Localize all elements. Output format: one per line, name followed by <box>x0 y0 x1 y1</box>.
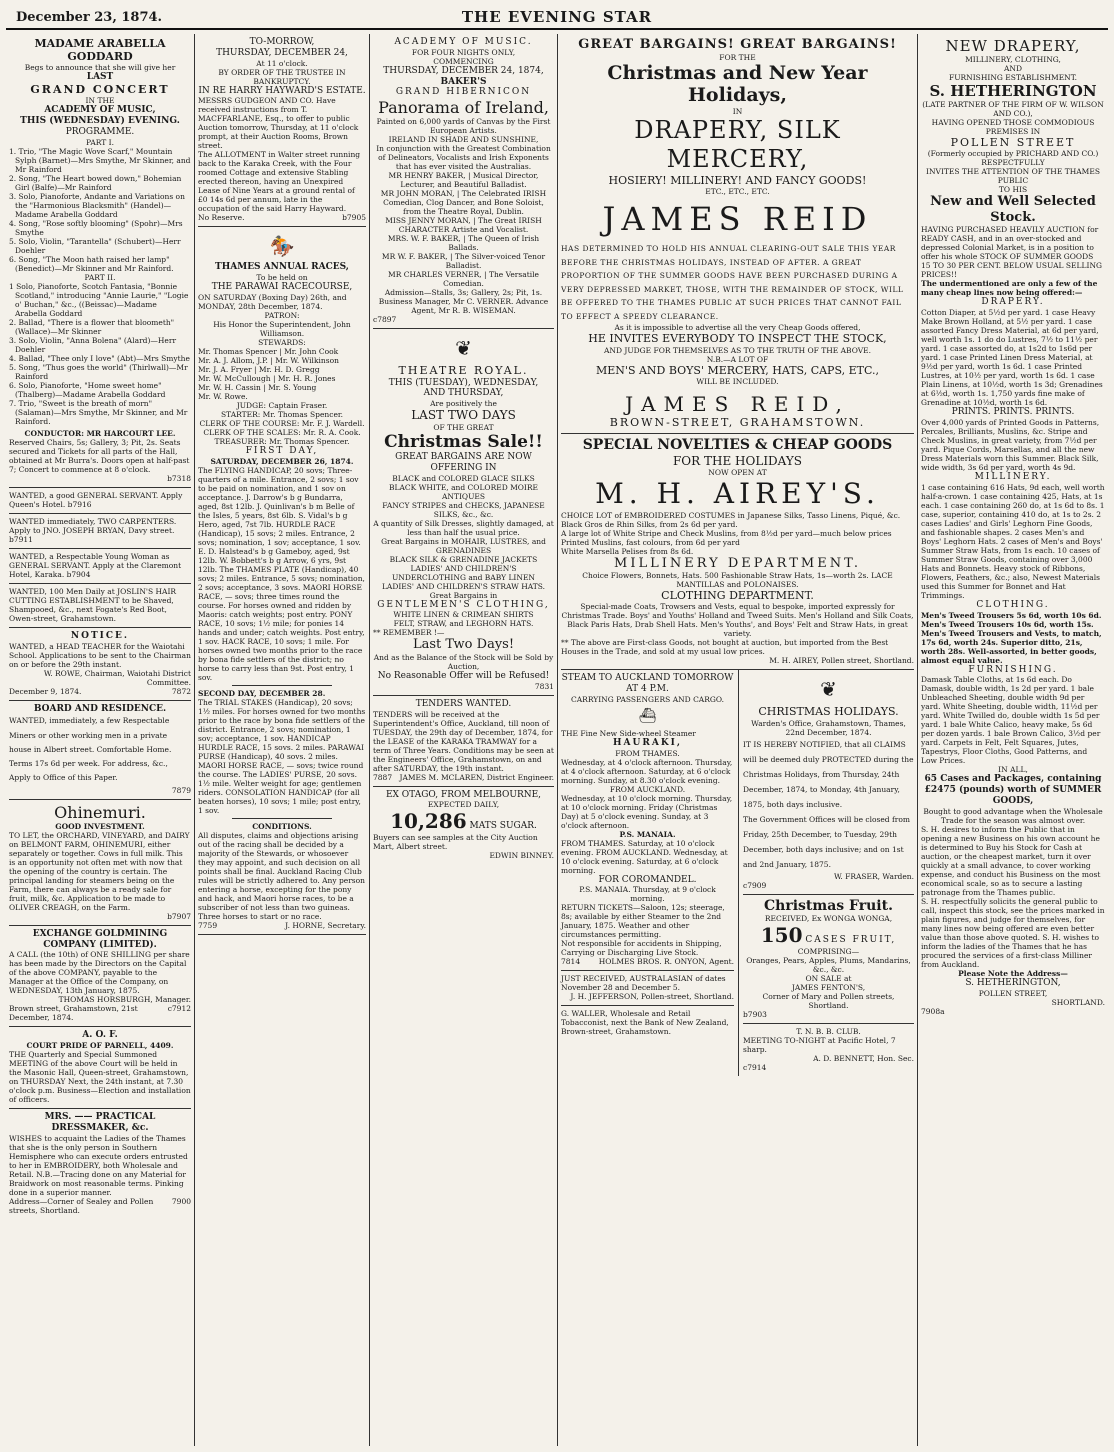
ohinemuri-heading: Ohinemuri. <box>54 802 146 822</box>
grand-hibernicon: GRAND HIBERNICON <box>395 87 532 98</box>
etc: ETC., ETC., ETC. <box>705 186 770 196</box>
reid-body: HAS DETERMINED TO HOLD HIS ANNUAL CLEARING-OUT SALE THIS YEAR BEFORE THE CHRISTMAS HOLIDAYS, INSTEAD OF AFTER. A GREAT PROPORTION OF THE SUMMER GOODS HAVE BEEN PURCHASED DURING A VERY DEPRESSED MARKET, THOSE, WITH THE REMAINDER OF STOCK, WILL BE OFFERED TO THE THAMES PUBLIC AT SUCH PRICES THAT CANNOT FAIL TO EFFECT A SPEEDY CLEARANCE. <box>561 244 904 321</box>
academy-date: THURSDAY, DECEMBER 24, 1874, <box>383 65 544 76</box>
fenton-addr: Corner of Mary and Pollen streets, Shortland. <box>762 992 895 1011</box>
tenders-num: 7887 <box>373 772 393 782</box>
list-item: 6. Solo, Pianoforte, "Home sweet home" (Thalberg)—Madame Arabella Goddard <box>9 380 166 399</box>
thames-times: Wednesday, at 4 o'clock afternoon. Thursday, at 4 o'clock afternoon. Saturday, at 6 o'clock morning. Sunday, at 8.30 o'clock evening. <box>561 757 733 785</box>
tomorrow: TO-MORROW, <box>249 37 315 47</box>
tnbb-club: T. N. B. B. CLUB. <box>796 1027 861 1037</box>
judge-text: AND JUDGE FOR THEMSELVES AS TO THE TRUTH OF THE ABOVE. <box>603 345 872 355</box>
desires: S. H. desires to inform the Public that in opening a new Business on his own account he is determined to Buy his Stock for Cash at auction, or the cheapest market, turn it over quickly at a small advance, to cover working expense, and conduct his Business on the most economical scale, so as to secure a lasting patronage from the Thames public. <box>921 824 1101 897</box>
airey-lines <box>561 511 914 556</box>
ireland-shade: IRELAND IN SHADE AND SUNSHINE, <box>388 135 539 145</box>
first-class: ** The above are First-class Goods, not bought at auction, but imported from the Best Houses in the Trade, and sold at my usual low prices. <box>561 638 889 657</box>
gudgeon-body: MESSRS GUDGEON AND CO. Have received instructions from T. MACFFARLANE, Esq., to offer to public Auction tomorrow, Thursday, at 11 o'clock prompt, at their Auction Rooms, Brown street. <box>198 96 359 151</box>
mats-sugar: MATS SUGAR. <box>469 821 537 832</box>
tenders-body: TENDERS will be received at the Superintendent's Office, Auckland, till noon of TUESDAY, the 29th day of December, 1874, for the LEASE of the KARAKA TRAMWAY for a term of Three Years. Conditions may be seen at the Engineers' Office, Grahamstown, on and after SATURDAY, the 19th instant. <box>373 709 554 773</box>
manaia-times: FROM THAMES. Saturday, at 10 o'clock evening. FROM AUCKLAND. Wednesday, at 10 o'clock evening. Saturday, at 6 o'clock morning. <box>561 838 728 875</box>
races-held: To be held on <box>256 273 308 283</box>
cond-num: 7759 <box>198 920 218 930</box>
list-item: 4. Ballad, "Thee only I love" (Abt)—Mrs Smythe <box>9 353 190 363</box>
millinery-body: Choice Flowers, Bonnets, Hats. 500 Fashionable Straw Hats, 1s—worth 2s. LACE MANTILLAS and POLONAISES. <box>582 571 893 590</box>
auckland-times: Wednesday, at 10 o'clock morning. Thursday, at 10 o'clock morning. Friday (Christmas Day) at 5 o'clock evening. Sunday, at 3 o'clock afternoon. <box>561 793 733 830</box>
exchange-body: A CALL (the 10th) of ONE SHILLING per share has been made by the Directors on the Capital of the above COMPANY, payable to the Manager at the Office of the Company, on WEDNESDAY, 13th January, 1875. <box>9 950 190 996</box>
panorama-heading: Panorama of Ireland, <box>378 98 549 118</box>
drapery-heading: DRAPERY, SILK MERCERY, <box>634 116 841 173</box>
patron-heading: PATRON: <box>264 310 300 320</box>
list-item: Mr. W. McCullough | Mr. H. R. Jones <box>198 373 336 383</box>
and-thursday: AND THURSDAY, <box>423 388 504 399</box>
ohinemuri-body: TO LET, the ORCHARD, VINEYARD, and DAIRY on BELMONT FARM, OHINEMURI, either separately or together. Cows in full milk. This is an opportunity not often met with now that the opening of the country is certain. The principal landing for steamers being on the Farm, there can always be a ready sale for fruit, milk, &c. Application to be made to OLIVER CREAGH, on the Farm. <box>9 830 190 912</box>
balance: And as the Balance of the Stock will be Sold by Auction, <box>373 652 554 671</box>
late-partner: (LATE PARTNER OF THE FIRM OF W. WILSON AND CO.), <box>922 100 1104 118</box>
list-item: 2. Song, "The Heart bowed down," Bohemian Girl (Balfe)—Mr Rainford <box>9 173 182 192</box>
conditions-body: All disputes, claims and objections arising out of the racing shall be decided by a majority of the Stewards, or whosoever they may appoint, and such decision on all points shall be final. Auckland Racing Club rules will be strictly adhered to. Any person entering a horse, excepting for the pony and hack, and Maori horse races, to be a subscriber of not less than two guineas. Three horses to start or no race. <box>198 830 365 921</box>
on-sale: ON SALE at <box>805 974 852 984</box>
concert-when: THIS (WEDNESDAY) EVENING. <box>20 116 180 127</box>
for-the: FOR THE <box>719 52 756 62</box>
exchange-advert <box>9 926 191 1028</box>
shirts: WHITE LINEN & CRIMEAN SHIRTS <box>393 610 534 620</box>
special-novelties: SPECIAL NOVELTIES & CHEAP GOODS <box>582 436 893 453</box>
hetherington-sig: S. HETHERINGTON, <box>965 977 1061 988</box>
clothing-body: Special-made Coats, Trowsers and Vests, equal to bespoke, imported expressly for Christmas Trade. Boys' and Youths' Holland and Tweed Suits. Men's Holland and Silk Coats, Black Paris Hats, Drab Shell Hats. Men's Youths', and Boys' Felt and Straw Hats, in great variety. <box>561 602 914 639</box>
starter: STARTER: Mr. Thomas Spencer. <box>220 409 344 419</box>
manaia: P.S. MANAIA. <box>619 829 676 839</box>
judge: JUDGE: Captain Fraser. <box>236 400 328 410</box>
purchased-heavily: HAVING PURCHASED HEAVILY AUCTION for READY CASH, and in an over-stocked and depressed Colonial Market, is in a position to offer his whole STOCK OF SUMMER GOODS 15 TO 30 PER CENT. BELOW USUAL SELLING PRICES!! <box>921 225 1103 280</box>
part1-heading: PART I. <box>85 137 115 147</box>
bakers: BAKER'S <box>440 76 487 87</box>
races-advert <box>198 227 366 934</box>
list-item: Mr. J. A. Fryer | Mr. H. D. Gregg <box>198 364 320 374</box>
respectfully: RESPECTFULLY <box>981 158 1045 168</box>
list-item: MISS JENNY MORAN, | The Great IRISH CHARACTER Artiste and Vocalist. <box>385 216 542 235</box>
sugar-count: 10,286 <box>390 809 467 834</box>
james-reid-heading: JAMES REID <box>602 199 873 238</box>
auction-advert <box>198 34 366 227</box>
reid-advert <box>561 34 914 434</box>
column-5 <box>917 34 1108 1446</box>
commencing: COMMENCING <box>433 56 494 66</box>
patron-name: His Honor the Superintendent, John Williamson. <box>213 319 351 338</box>
list-item: MRS. W. F. BAKER, | The Queen of Irish Ballads. <box>387 234 540 253</box>
wanted-servant: WANTED, a good GENERAL SERVANT. Apply Queen's Hotel. b7916 <box>9 488 191 514</box>
undermentioned: The undermentioned are only a few of the many cheap lines now being offered:— <box>921 279 1098 298</box>
club-advert <box>743 1024 914 1076</box>
carrying: CARRYING PASSENGERS AND CARGO. <box>571 695 724 705</box>
new-stock: New and Well Selected Stock. <box>930 194 1096 225</box>
christmas-sale: Christmas Sale!! <box>384 431 543 452</box>
list-item: MR CHARLES VERNER, | The Versatile Comedian. <box>388 270 539 289</box>
list-item: Mr. Thomas Spencer | Mr. John Cook <box>198 346 339 356</box>
races-dates: ON SATURDAY (Boxing Day) 26th, and MONDAY, 28th December, 1874. <box>198 292 347 311</box>
masthead <box>6 4 1108 30</box>
pollen-street: POLLEN STREET <box>950 136 1076 149</box>
races-title: THAMES ANNUAL RACES, <box>215 262 349 273</box>
horse-race-icon: 🏇 <box>269 234 295 259</box>
return-tickets: RETURN TICKETS—Saloon, 12s; steerage, 8s; available by either Steamer to the 2nd January, 1875. Weather and other circumstances permitting. <box>561 903 725 940</box>
notice-sign: W. ROWE, Chairman, Waiotahi District Committee. <box>43 668 191 687</box>
cast-list <box>373 171 554 288</box>
part2-heading: PART II. <box>84 272 116 282</box>
issue-date: December 23, 1874. <box>16 10 163 25</box>
exchange-sign: THOMAS HORSBURGH, Manager. <box>58 995 191 1005</box>
moire-antiques: BLACK WHITE, and COLORED MOIRE ANTIQUES <box>388 482 539 501</box>
this-tuesday: THIS (TUESDAY), WEDNESDAY, <box>388 377 539 388</box>
warden-office: Warden's Office, Grahamstown, Thames, 22nd December, 1874. <box>751 718 906 737</box>
first-date: SATURDAY, DECEMBER 26, 1874. <box>210 456 354 466</box>
part2-list <box>9 282 191 426</box>
ohinemuri-num: b7907 <box>167 911 191 921</box>
shortland: SHORTLAND. <box>1051 997 1105 1007</box>
list-item: 2. Ballad, "There is a flower that bloometh" (Wallace)—Mr Skinner <box>9 317 175 336</box>
concert-in: IN THE <box>85 96 115 106</box>
list-item: 3. Solo, Pianoforte, Andante and Variations on the "Harmonious Blacksmith" (Handel)—Madame Arabella Goddard <box>9 191 185 219</box>
prints-items: Over 4,000 yards of Printed Goods in Patterns, Percales, Brilliants, Muslins, &c. Stripe and Check Muslins, in great variety, from 7½d per yard. Pique Cords, Marsellas, and all the new Dress Materials worn this Summer. Black Silk, wide width, 3s 6d per yard, worth 4s 9d. <box>921 417 1100 472</box>
steamship-icon: ⛴ <box>638 708 657 725</box>
conductor: CONDUCTOR: MR HARCOURT LEE. <box>24 428 176 438</box>
furnishing-est: FURNISHING ESTABLISHMENT. <box>948 73 1078 82</box>
drapery-items: Cotton Diaper, at 5½d per yard. 1 case Heavy Make Brown Holland, at 5½ per yard. 1 case assorted Fancy Dress Material, at 6d per yard, well worth 1s. 1 do do Lustres, 7½ to 11½ per yard. 1 case assorted do, at 1s2d to 1s6d per yard. 1 case Printed Linen Dress Material, at 9½d per yard, worth 1s 6d. 1 case Printed Lustres, at 10½ per yard, worth 1s 6d. 1 case Plain Linens, at 10½d, worth 1s 3d; Grenadines at 6½d, worth 1s. 1,750 yards fine make of Grenadine at 10½d, worth 1s 6d. <box>921 308 1103 408</box>
mens-mercery: MEN'S AND BOYS' MERCERY, HATS, CAPS, ETC., <box>596 363 879 377</box>
list-item: 1. Trio, "The Magic Wove Scarf," Mountain Sylph (Barnet)—Mrs Smythe, Mr Skinner, and Mr Rainford <box>9 146 191 174</box>
hetherington-advert <box>921 34 1105 1020</box>
gentlemens-clothing: GENTLEMEN'S CLOTHING, <box>377 599 550 610</box>
ohinemuri-advert <box>9 800 191 926</box>
steamer-advert <box>561 670 734 971</box>
airey-advert <box>561 434 914 671</box>
last-days: Last Two Days! <box>412 637 515 653</box>
exchange-heading: EXCHANGE GOLDMINING COMPANY (LIMITED). <box>32 928 168 950</box>
please-note: Please Note the Address— <box>958 968 1068 978</box>
wanted-young-woman: WANTED, a Respectable Young Woman as GENERAL SERVANT. Apply at the Claremont Hotel, Karaka. b7904 <box>9 549 191 584</box>
tenders-sign: JAMES M. MCLAREN, District Engineer. <box>399 772 554 782</box>
court-body: THE Quarterly and Special Summoned MEETING of the above Court will be held in the Masonic Hall, Queen-street, Grahamstown, on THURSDAY Next, the 24th instant, at 7.30 o'clock p.m. Business—Election and installation of officers. <box>9 1050 191 1105</box>
millinery-clothing: MILLINERY, CLOTHING, <box>965 55 1061 64</box>
dressmaker-addr: Address—Corner of Sealey and Pollen streets, Shortland. <box>9 1196 154 1215</box>
list-item: MR W. F. BAKER, | The Silver-voiced Tenor Balladist. <box>381 252 546 271</box>
estate-heading: IN RE HARRY HAYWARD'S ESTATE. <box>198 85 366 96</box>
millinery-items: 1 case containing 616 Hats, 9d each, well worth half-a-crown. 1 case containing 425, Hats, at 1s each. 1 case containing 260 do, at 1s 6d to 8s. 1 case, superior, containing 410 do, at 1s to 2s. 2 cases Ladies' and Girls' Leghorn Fine Goods, and fashionable shapes. 2 cases Men's and Boys' Leghorn Hats. 2 cases of Men's and Boys' Summer Straw Hats, from 1s each. 10 cases of Summer Straw Goods, containing over 3,000 Hats and Bonnets. Heavy stock of Ribbons, Flowers, Feathers, &c.; also, Newest Materials used this Summer for Bonnet and Hat Trimmings. <box>921 482 1105 600</box>
races-place: THE PARAWAI RACECOURSE, <box>211 282 353 293</box>
list-item: Mr. W. H. Cassin | Mr. S. Young <box>198 382 317 392</box>
hauraki: HAURAKI, <box>613 737 682 748</box>
holmes: HOLMES BROS. R. ONYON, Agent. <box>598 957 734 967</box>
tenders-advert <box>373 696 554 787</box>
bennett-num: c7914 <box>743 1063 767 1073</box>
reserved-seats: Reserved Chairs, 5s; Gallery, 3; Pit, 2s. Seats secured and Tickets for all parts of the Hall, obtained at Mr Burra's. Doors open at half-past 7; Concert to commence at 8 o'clock. <box>9 437 190 474</box>
at-11: At 11 o'clock. <box>256 58 308 68</box>
academy-num: c7897 <box>373 315 397 325</box>
great-bargains: GREAT BARGAINS! GREAT BARGAINS! <box>578 37 897 52</box>
remember: ** REMEMBER !— <box>373 628 445 638</box>
no-reserve-num: b7905 <box>342 213 366 223</box>
furnishing-h: FURNISHING. <box>968 664 1058 675</box>
dressmaker-heading: MRS. —— PRACTICAL DRESSMAKER, &c. <box>44 1112 156 1133</box>
glace-silks: BLACK and COLORED GLACE SILKS <box>392 473 535 483</box>
clothing-h: CLOTHING. <box>976 599 1050 610</box>
aof-advert <box>9 1027 191 1109</box>
nb-lot: N.B.—A LOT OF <box>706 354 769 364</box>
cases-count: 150 <box>760 923 803 948</box>
not-responsible: Not responsible for accidents in Shipping, Carrying or Discharging Live Stock. <box>561 939 722 958</box>
list-item: Mr. W. Rowe. <box>198 391 248 401</box>
invites-attention: INVITES THE ATTENTION OF THE THAMES PUBLIC <box>926 167 1100 186</box>
theatre-num: 7831 <box>534 681 554 691</box>
clerk-course: CLERK OF THE COURSE: Mr. F. J. Wardell. <box>199 418 365 428</box>
theatre-advert <box>373 329 554 695</box>
conditions-heading: CONDITIONS. <box>252 821 312 831</box>
hetherington-heading: S. HETHERINGTON <box>929 82 1097 100</box>
court-heading: COURT PRIDE OF PARNELL, 4409. <box>26 1041 174 1051</box>
ex-otago: EX OTAGO, FROM MELBOURNE, <box>385 789 542 800</box>
underclothing: LADIES' AND CHILDREN'S UNDERCLOTHING and BABY LINEN <box>391 563 535 582</box>
binney: EDWIN BINNEY. <box>489 851 554 861</box>
board-body: WANTED, immediately, a few Respectable Miners or other working men in a private house in Albert street. Comfortable Home. Terms 17s 6d per week. For address, &c., Apply to Office of this Paper. <box>9 716 172 783</box>
straw-hats: LADIES' AND CHILDREN'S STRAW HATS. <box>381 581 546 591</box>
second-day-races: The TRIAL STAKES (Handicap), 20 sovs; 1½ miles. For horses owned for two months prior to the race by bona fide settlers of the district. Entrance, 2 sovs; nomination, 1 sov; acceptance, 1 sov. HANDICAP HURDLE RACE, 15 sovs. 2 miles. PARAWAI PURSE (Handicap), 40 sovs. 2 miles. MAORI HORSE RACE, — sovs; twice round the course. The LADIES' PURSE, 20 sovs. 1½ mile. Welter weight for age; gentlemen riders. CONSOLATION HANDICAP (for all beaten horses), 10 sovs; 1 mile; post entry, 1 sov. <box>198 697 366 815</box>
mohair: Great Bargains in MOHAIR, LUSTRES, and GRENADINES <box>381 536 546 555</box>
fancy-stripes: FANCY STRIPES and CHECKS, JAPANESE SILKS, &c., &c. <box>382 500 545 519</box>
exchange-addr: Brown street, Grahamstown, 21st December, 1874. <box>9 1004 138 1023</box>
steam-heading: STEAM TO AUCKLAND TOMORROW AT 4 P.M. <box>561 673 734 695</box>
brown-street: BROWN-STREET, GRAHAMSTOWN. <box>609 415 866 429</box>
stewards-heading: STEWARDS: <box>258 337 306 347</box>
christmas-fruit: Christmas Fruit. <box>764 897 893 914</box>
list-item: 3. Solo, Violin, "Anna Bolena" (Alard)—Herr Doehler <box>9 335 177 354</box>
notice-body: WANTED, a HEAD TEACHER for the Waiotahi School. Applications to be sent to the Chairman on or before the 29th instant. <box>9 641 191 669</box>
list-item: 7. Trio, "Sweet is the breath of morn" (Salaman)—Mrs Smythe, Mr Skinner, and Mr Rainford. <box>9 398 188 426</box>
wanted-carpenters: WANTED immediately, TWO CARPENTERS. Apply to JNO. JOSEPH BRYAN, Davy street. b7911 <box>9 514 191 549</box>
hosiery: HOSIERY! MILLINERY! AND FANCY GOODS! <box>608 173 867 187</box>
holmes-num: 7814 <box>561 957 581 967</box>
formerly: (Formerly occupied by PRICHARD AND CO.) <box>927 149 1099 159</box>
reserved-num: b7318 <box>167 473 191 483</box>
prints-h: PRINTS. PRINTS. PRINTS. <box>951 407 1075 418</box>
pollen-street-2: POLLEN STREET, <box>978 988 1048 998</box>
for-holidays: FOR THE HOLIDAYS <box>672 453 802 468</box>
dressmaker-advert <box>9 1109 191 1219</box>
drapery-h: DRAPERY. <box>981 297 1045 308</box>
notice-num: 7872 <box>171 686 191 696</box>
column-3 <box>369 34 557 1446</box>
hereby-notified: IT IS HEREBY NOTIFIED, that all CLAIMS will be deemed duly PROTECTED during the Christmas Holidays, from Thursday, 24th December, 1874, to Monday, 4th January, 1875, both days inclusive. <box>743 739 914 809</box>
treasurer: TREASURER: Mr. Thomas Spencer. <box>214 436 350 446</box>
no-reserve: No Reserve. <box>198 213 245 223</box>
christmas-holidays: CHRISTMAS HOLIDAYS. <box>758 705 899 719</box>
silk-dresses: A quantity of Silk Dresses, slightly damaged, at less than half the usual price. <box>373 518 554 537</box>
notice-heading: NOTICE. <box>70 630 130 641</box>
list-item: Mr. A. J. Allom, J.P. | Mr. W. Wilkinson <box>198 355 339 365</box>
from-thames: FROM THAMES. <box>615 748 680 758</box>
dressmaker-body: WISHES to acquaint the Ladies of the Thames that she is the only person in Southern Hemisphere who can execute orders entrusted to her in EMBROIDERY, both Wholesale and Retail. N.B.—Tracing done on any Material for Braidwork on most reasonable terms. Pinking done in a superior manner. <box>9 1133 188 1197</box>
aof-heading: A. O. F. <box>82 1030 118 1041</box>
concert-grand: GRAND CONCERT <box>30 83 170 97</box>
fenton-num: b7903 <box>743 1010 767 1020</box>
airey-sign: M. H. AIREY, Pollen street, Shortland. <box>769 656 914 666</box>
of-great: OF THE GREAT <box>433 422 494 432</box>
column-1 <box>6 34 194 1446</box>
stewards-list <box>198 347 366 401</box>
concert-intro: Begs to announce that she will give her <box>24 63 176 73</box>
column-2 <box>194 34 369 1446</box>
board-heading: BOARD AND RESIDENCE. <box>33 703 167 714</box>
included: WILL BE INCLUDED. <box>696 376 779 386</box>
dressmaker-num: 7900 <box>171 1196 191 1206</box>
government-offices: The Government Offices will be closed from Friday, 25th December, to Tuesday, 29th December, both days inclusive; and on 1st and 2nd January, 1875. <box>743 814 910 869</box>
solicits: S. H. respectfully solicits the general public to call, inspect this stock, see the prices marked in plain figures, and judge for themselves, for many lines now being offered are even better value than those above quoted. S. H. wishes to inform the ladies of the Thames that he has procured the services of a first-class Milliner from Auckland. <box>921 896 1105 969</box>
order-trustee: BY ORDER OF THE TRUSTEE IN BANKRUPTCY. <box>218 67 346 86</box>
programme-heading: PROGRAMME. <box>65 126 135 137</box>
james-reid-signature: JAMES REID, <box>625 391 850 416</box>
newspaper-title: THE EVENING STAR <box>461 8 653 26</box>
no-offer: No Reasonable Offer will be Refused! <box>377 670 550 681</box>
hauraki-intro: THE Fine New Side-wheel Steamer <box>561 728 696 738</box>
comprising: COMPRISING— <box>797 947 860 957</box>
thursday: THURSDAY, DECEMBER 24, <box>216 47 348 58</box>
first-day-races: The FLYING HANDICAP, 20 sovs; Three-quarters of a mile. Entrance, 2 sovs; 1 sov to be paid on nomination, and 1 sov on acceptance. J. Darrow's b g Bundarra, aged, 8st 12lb. J. Quinlivan's b m Belle of the Isles, 5 years, 8st 6lb. S. Vidal's b g Hero, aged, 7st 7lb. HURDLE RACE (Handicap), 15 sovs; 2 miles. Entrance, 2 sovs; nomination, 1 sov; acceptance, 1 sov. E. D. Halstead's b g Gameboy, aged, 9st 12lb. W. Bobbett's b g Arrow, 6 yrs, 9st 12lb. The THAMES PLATE (Handicap), 40 sovs; 2 miles. Entrance, 5 sovs; nomination, 2 sovs; acceptance, 3 sovs. MAORI HORSE RACE, — sovs; three times round the course. For horses owned and ridden by Maoris: catch weights; post entry. PONY RACE, 10 sovs; 1½ mile; for ponies 14 hands and under; catch weights. Post entry, 1 sov. HACK RACE, 10 sovs; 1 mile. For horses owned two months prior to the race by bona fide settlers of the district; no horse to carry less than 9st. Post entry, 1 sov. <box>198 465 365 682</box>
now-open: NOW OPEN AT <box>708 468 767 478</box>
theatre-heading: THEATRE ROYAL. <box>398 364 529 378</box>
coromandel: FOR COROMANDEL. <box>598 874 697 885</box>
academy-heading: ACADEMY OF MUSIC. <box>394 37 533 47</box>
in-all: IN ALL, <box>998 765 1028 775</box>
allotment-body: The ALLOTMENT in Walter street running back to the Karaka Creek, with the Four roomed Cottage and extensive Stabling erected thereon, having an Unexpired Lease of Nine Years at a ground rental of £0 14s 6d per annum, late in the occupation of the said Harry Hayward. <box>198 150 361 214</box>
wanted-men-daily: WANTED, 100 Men Daily at JOSLIN'S HAIR CUTTING ESTABLISHMENT to be Shaved, Shampooed, &c., next Fogate's Red Boot, Owen-street, Grahamstown. <box>9 584 191 628</box>
from-auckland: FROM AUCKLAND. <box>609 784 686 794</box>
just-received: JUST RECEIVED, AUSTRALASIAN of dates November 28 and December 5. <box>561 974 726 993</box>
in-label: IN <box>732 107 743 117</box>
crest-icon: ❦ <box>455 336 472 361</box>
list-item: 1 Solo, Pianoforte, Scotch Fantasia, "Bonnie Scotland," introducing "Annie Laurie," "Logie o' Buchan," &c., ((Beissac)—Madame Arabella Goddard <box>9 281 189 318</box>
great-bargains-now: GREAT BARGAINS ARE NOW OFFERING IN <box>395 451 532 473</box>
having-opened: HAVING OPENED THOSE COMMODIOUS PREMISES IN <box>931 118 1095 136</box>
tenders-heading: TENDERS WANTED. <box>415 698 512 709</box>
to-his: TO HIS <box>998 185 1028 195</box>
concert-last: LAST <box>86 72 114 83</box>
and: AND <box>1004 64 1022 73</box>
gents-great: Great Bargains in <box>429 590 498 600</box>
warden-advert <box>743 670 914 894</box>
cond-sign: J. HORNE, Secretary. <box>285 920 366 930</box>
received-ex: RECEIVED, Ex WONGA WONGA, <box>764 914 893 924</box>
column-4 <box>557 34 917 1446</box>
jefferson: J. H. JEFFERSON, Pollen-street, Shortland. <box>570 992 734 1002</box>
clerk-scales: CLERK OF THE SCALES: Mr. R. A. Cook. <box>203 427 361 437</box>
board-num: 7879 <box>171 785 191 795</box>
list-item: Printed Muslins, fast colours, from 6d per yard <box>561 537 740 547</box>
fenton: JAMES FENTON'S, <box>791 983 866 993</box>
first-day: FIRST DAY, <box>245 445 319 456</box>
list-item: 4. Song, "Rose softly blooming" (Spohr)—Mrs Smythe <box>9 218 183 237</box>
notice-advert <box>9 628 191 701</box>
millinery-dept: MILLINERY DEPARTMENT. <box>614 555 861 571</box>
australasian-advert <box>561 971 734 1006</box>
fraser-num: c7909 <box>743 880 767 890</box>
bennett: A. D. BENNETT, Hon. Sec. <box>813 1054 914 1064</box>
fruits: Oranges, Pears, Apples, Plums, Mandarins, &c., &c. <box>746 956 911 975</box>
conjunction: In conjunction with the Greatest Combination of Delineators, Vocalists and Irish Exponents that has ever visited the Australias. <box>376 144 551 172</box>
list-item: 5. Song, "Thus goes the world" (Thirlwall)—Mr Rainford <box>9 362 188 381</box>
board-advert <box>9 701 191 800</box>
bought: Bought to good advantage when the Wholesale Trade for the season was almost over. <box>923 806 1103 825</box>
millinery-h: MILLINERY. <box>974 471 1052 482</box>
list-item: A large lot of White Stripe and Check Muslins, from 8½d per yard—much below prices <box>561 528 892 538</box>
furnishing-items: Damask Table Cloths, at 1s 6d each. Do Damask, double width, 1s 2d per yard. 1 bale Unbleached Sheeting, double width 9d per yard. White Sheeting, double width, 11½d per yard. White Twilled do, double width 1s 5d per yard. 1 bale White Calico, heavy make, 5s 6d per dozen yards. 1 bale Brown Calico, 3½d per yard. Carpets in Felt, Felt Squares, Jutes, Tapestrys, Floor Cloths, Good Patterns, and Low Prices. <box>921 675 1101 766</box>
grenadine-jackets: BLACK SILK & GRENADINE JACKETS <box>389 554 538 564</box>
list-item: MR JOHN MORAN, | The Celebrated IRISH Comedian, Clog Dancer, and Bone Soloist, from the Theatre Royal, Dublin. <box>380 189 547 217</box>
concert-venue: ACADEMY OF MUSIC, <box>44 105 156 116</box>
four-nights: FOR FOUR NIGHTS ONLY, <box>411 47 516 57</box>
concert-advert <box>9 34 191 488</box>
felt-hats: FELT, STRAW, and LEGHORN HATS. <box>393 619 534 629</box>
notice-date: December 9, 1874. <box>9 686 82 696</box>
academy-advert <box>373 34 554 329</box>
cases-packages: 65 Cases and Packages, containing £2475 (pounds) worth of SUMMER GOODS, <box>924 774 1102 806</box>
list-item: White Marsella Pelises from 8s 6d. <box>561 546 694 556</box>
clothing-dept: CLOTHING DEPARTMENT. <box>661 589 814 603</box>
fruit-advert <box>743 895 914 1025</box>
impossible: As it is impossible to advertise all the very Cheap Goods offered, <box>614 323 861 333</box>
list-item: 6. Song, "The Moon hath raised her lamp" (Benedict)—Mr Skinner and Mr Rainford. <box>9 254 174 273</box>
concert-title: MADAME ARABELLA GODDARD <box>34 37 166 64</box>
new-drapery: NEW DRAPERY, <box>945 37 1081 55</box>
positively: Are positively the <box>430 399 497 409</box>
cases-fruit: CASES FRUIT, <box>805 935 897 946</box>
list-item: CHOICE LOT of EMBROIDERED COSTUMES in Japanese Silks, Tasso Linens, Piqué, &c. Black Gros de Rhin Silks, from 2s 6d per yard. <box>561 510 901 529</box>
part1-list <box>9 147 191 273</box>
painted: Painted on 6,000 yards of Canvas by the First European Artists. <box>376 117 551 136</box>
managers: Business Manager, Mr C. VERNER. Advance Agent, Mr R. B. WISEMAN. <box>378 297 549 316</box>
last-two-days: LAST TWO DAYS <box>411 408 516 423</box>
list-item: 5. Solo, Violin, "Tarantella" (Schubert)—Herr Doehler <box>9 236 181 255</box>
fraser: W. FRASER, Warden. <box>833 871 914 881</box>
heth-num: 7908a <box>921 1006 945 1016</box>
good-investment: GOOD INVESTMENT. <box>55 821 145 831</box>
airey-heading: M. H. AIREY'S. <box>595 477 880 511</box>
holidays-heading: Christmas and New Year Holidays, <box>607 61 868 107</box>
admission: Admission—Stalls, 3s; Gallery, 2s; Pit, 1s. <box>384 288 543 298</box>
invites: HE INVITES EVERYBODY TO INSPECT THE STOCK, <box>588 332 887 346</box>
exchange-num: c7912 <box>167 1004 191 1014</box>
list-item: MR HENRY BAKER, | Musical Director, Lecturer, and Beautiful Balladist. <box>388 171 539 190</box>
clothing-items: Men's Tweed Trousers 5s 6d, worth 10s 6d. Men's Tweed Trousers 10s 6d, worth 15s. Men's Tweed Trousers and Vests, to match, 17s 6d, worth 24s. Superior ditto, 21s, worth 28s. Well-assorted, in better goods, almost equal value. <box>921 610 1102 665</box>
buyers: Buyers can see samples at the City Auction Mart, Albert street. <box>373 833 538 852</box>
expected-daily: EXPECTED DAILY, <box>427 800 500 810</box>
meeting: MEETING TO-NIGHT at Pacific Hotel, 7 sharp. <box>743 1036 896 1055</box>
crest-icon-2: ❦ <box>820 677 837 702</box>
second-day: SECOND DAY, DECEMBER 28. <box>198 688 326 698</box>
manaia-2: P.S. MANAIA. Thursday, at 9 o'clock morning. <box>579 885 716 904</box>
sugar-advert <box>373 787 554 865</box>
waller-advert: G. WALLER, Wholesale and Retail Tobacconist, next the Bank of New Zealand, Brown-street, Grahamstown. <box>561 1009 729 1037</box>
